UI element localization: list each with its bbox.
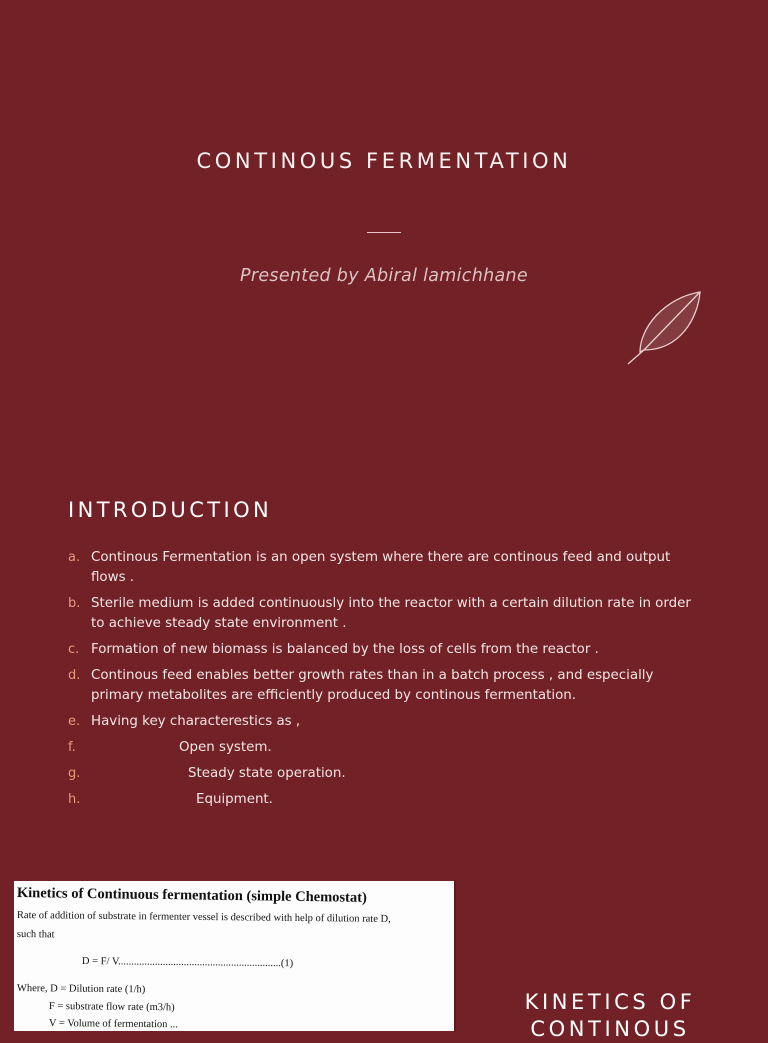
list-marker: b. <box>68 596 81 611</box>
leaf-icon <box>624 288 704 372</box>
list-item <box>68 764 708 784</box>
list-item <box>68 594 708 634</box>
image-equation: D = F/ V..............................................................(1) <box>81 956 294 970</box>
image-text-line: Where, D = Dilution rate (1/h) <box>16 983 146 996</box>
list-item <box>68 712 708 732</box>
title-divider <box>367 232 401 233</box>
introduction-heading: INTRODUCTION <box>68 498 273 522</box>
image-heading: Kinetics of Continuous fermentation (simple Chemostat) <box>16 885 367 906</box>
list-item-text: Sterile medium is added continuously into the reactor with a certain dilution rate in order to achieve steady state environment . <box>91 596 691 631</box>
list-marker: c. <box>68 642 80 657</box>
image-text-line: such that <box>16 929 55 941</box>
list-marker: h. <box>68 792 81 807</box>
list-item-text: Equipment. <box>196 792 273 807</box>
list-marker: e. <box>68 714 81 729</box>
list-item <box>68 738 708 758</box>
list-item-text: Continous Fermentation is an open system where there are continous feed and output flows . <box>91 550 671 585</box>
list-marker: g. <box>68 766 81 781</box>
list-item-text: Steady state operation. <box>188 766 346 781</box>
list-marker: f. <box>68 740 76 755</box>
list-item <box>68 790 708 810</box>
kinetics-heading-line1: KINETICS OF <box>524 990 696 1014</box>
list-item-text: Formation of new biomass is balanced by the loss of cells from the reactor . <box>91 642 599 657</box>
list-marker: a. <box>68 550 81 565</box>
list-item <box>68 640 708 660</box>
list-item <box>68 548 708 588</box>
image-text-line: V = Volume of fermentation ... <box>48 1018 178 1031</box>
kinetics-scanned-image <box>14 881 456 1031</box>
slide-title: CONTINOUS FERMENTATION <box>196 149 572 173</box>
list-item-text: Open system. <box>179 740 272 755</box>
presenter-subtitle: Presented by Abiral lamichhane <box>240 266 528 286</box>
list-item <box>68 666 708 706</box>
list-marker: d. <box>68 668 81 683</box>
introduction-list <box>68 548 708 816</box>
list-item-text: Having key characterestics as , <box>91 714 301 729</box>
kinetics-heading <box>500 989 720 1043</box>
image-text-line: Rate of addition of substrate in fermenter vessel is described with help of dilution rate D, <box>16 910 391 925</box>
image-text-line: F = substrate flow rate (m3/h) <box>48 1001 175 1014</box>
list-item-text: Continous feed enables better growth rates than in a batch process , and especially primary metabolites are efficiently produced by continous fermentation. <box>91 668 654 703</box>
kinetics-heading-line2: CONTINOUS <box>530 1017 690 1041</box>
